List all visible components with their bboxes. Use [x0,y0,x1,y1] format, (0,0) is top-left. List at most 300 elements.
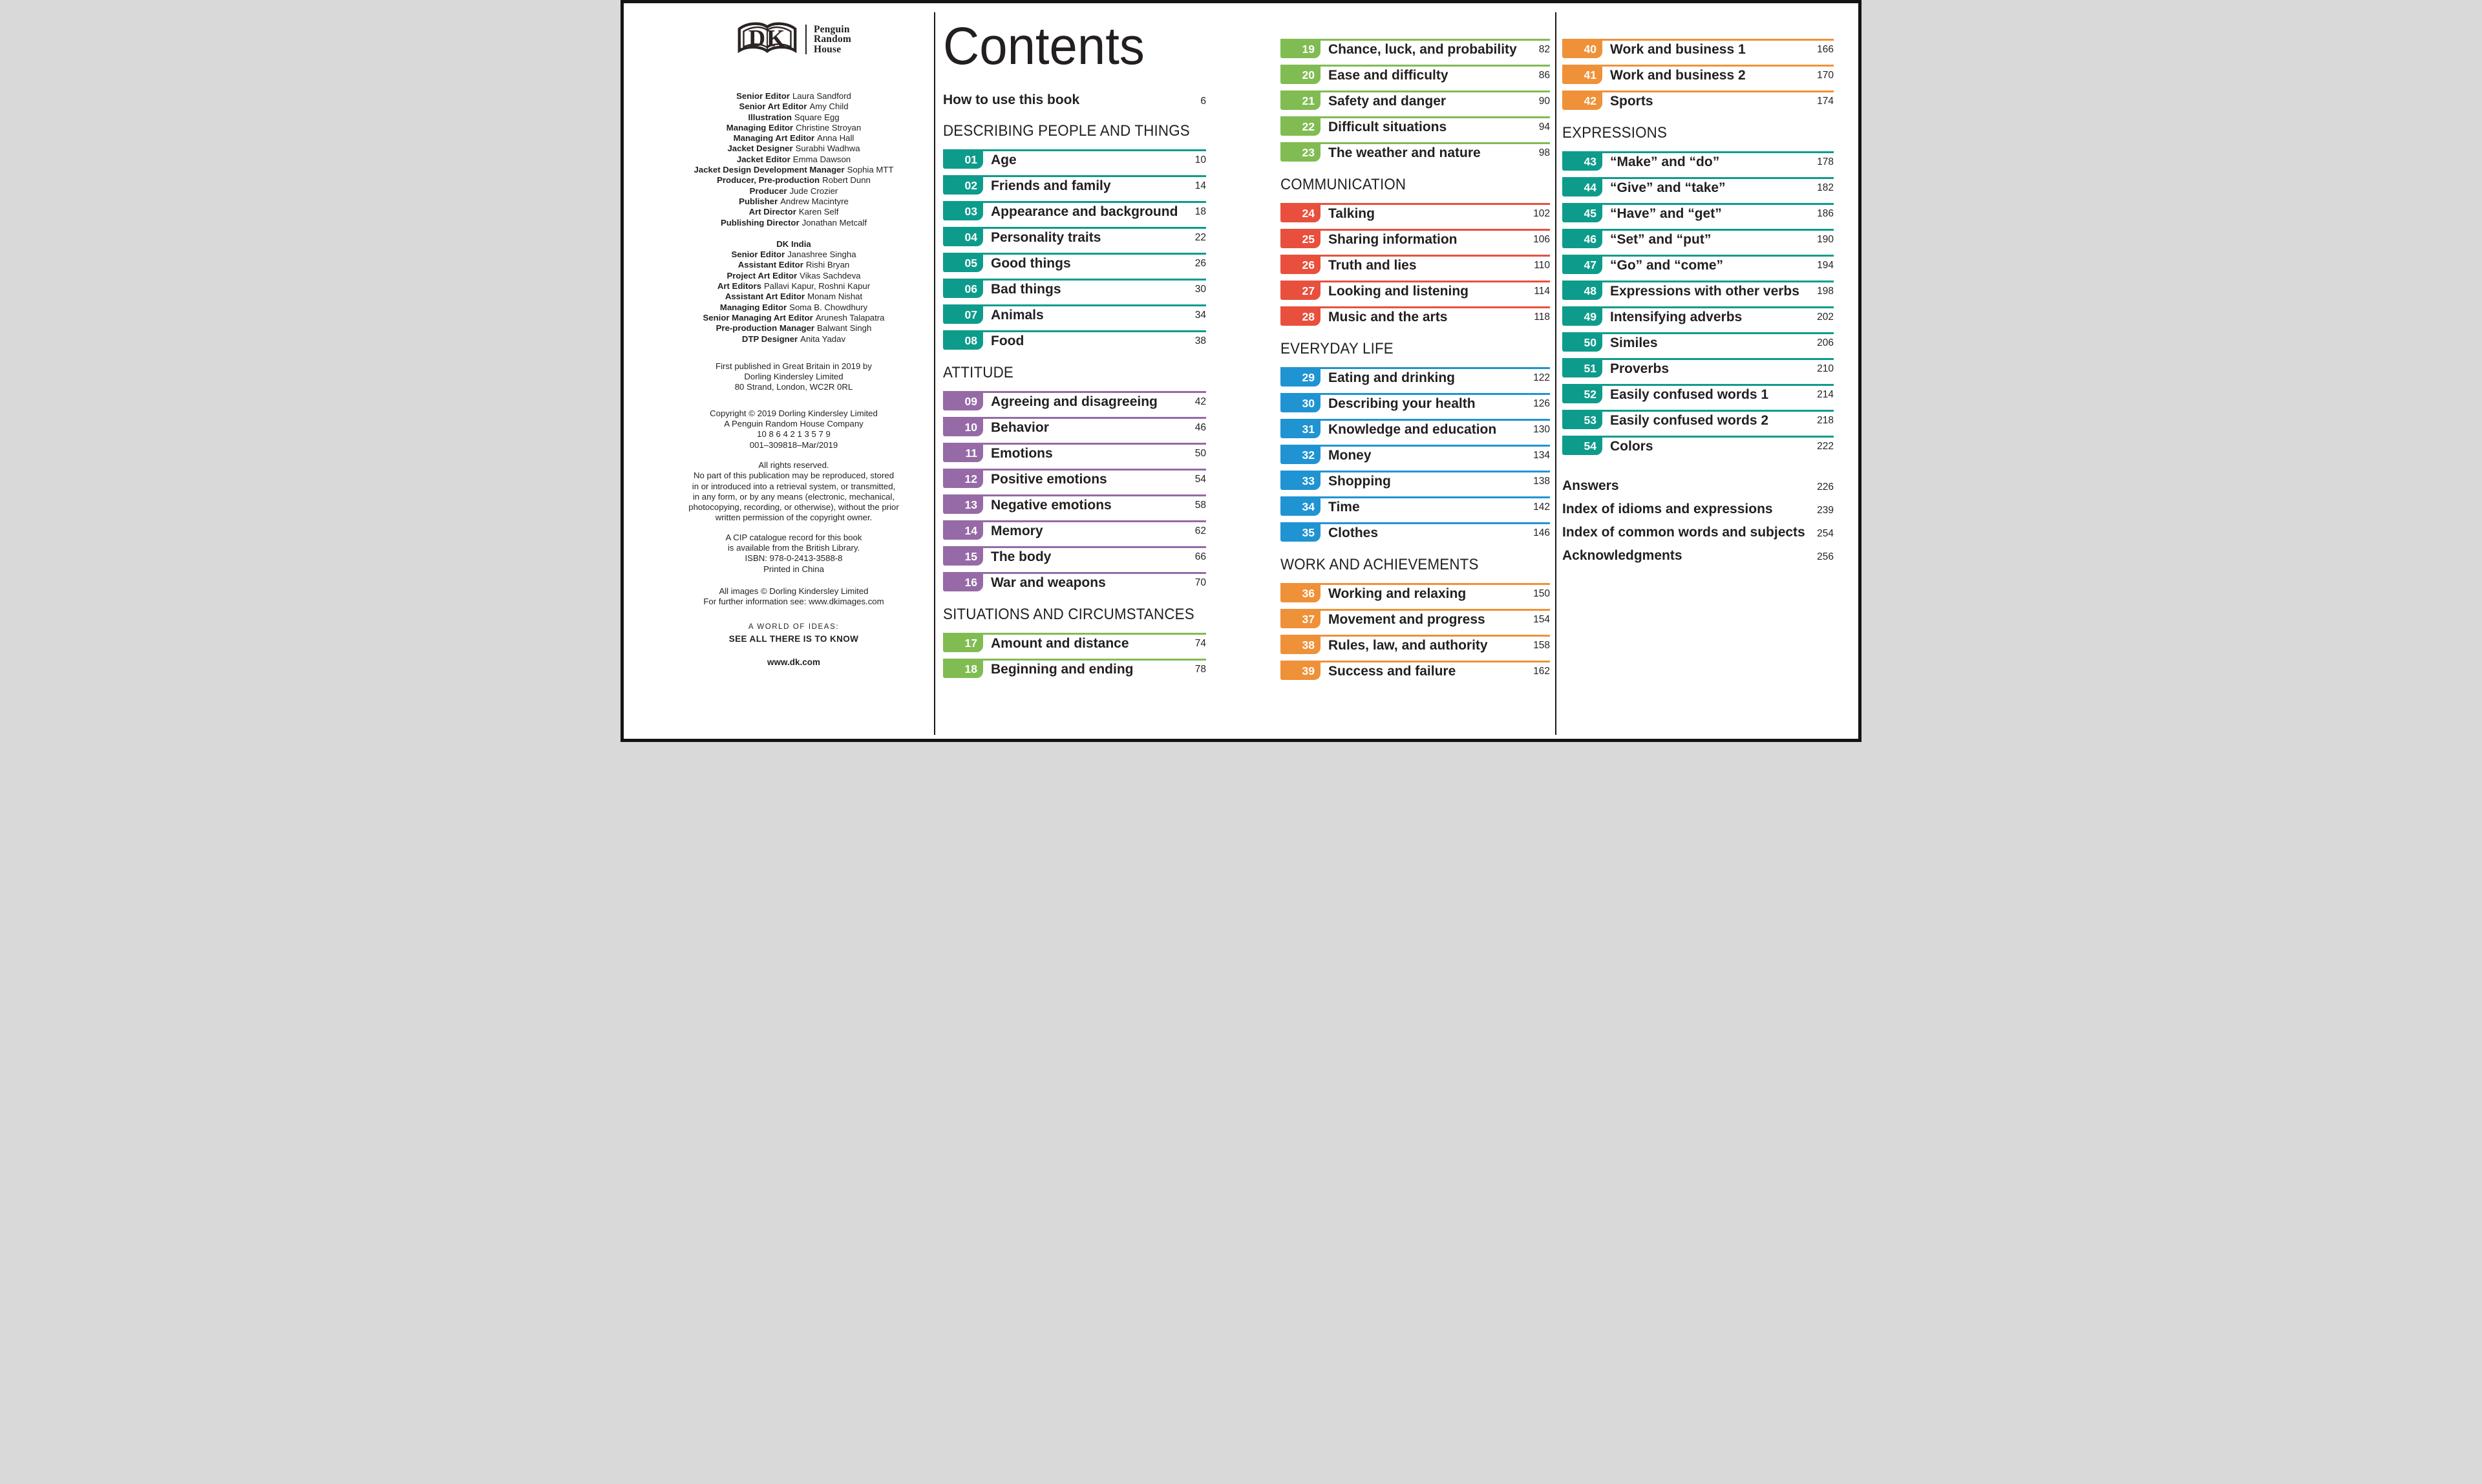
toc-item-number-badge: 45 [1562,205,1602,222]
toc-item-label: Music and the arts [1328,309,1448,324]
toc-item-page-number: 210 [1817,363,1834,374]
toc-item-number-badge: 32 [1280,447,1321,464]
toc-item-page-number: 54 [1194,473,1206,485]
end-matter-page-number: 256 [1817,551,1834,562]
toc-item-number-badge: 29 [1280,369,1321,387]
imprint-text-line: 001–309818–Mar/2019 [749,440,838,450]
credit-role-label: Art Editors [717,281,761,292]
credits-india-heading: DK India [776,238,811,249]
toc-item-row [1280,282,1550,300]
toc-entry-label: How to use this book [943,92,1080,107]
toc-item-label: Working and relaxing [1328,586,1467,601]
toc-item-label: Sports [1610,93,1653,109]
toc-item-page-number: 182 [1817,182,1834,193]
toc-item-row [943,548,1206,566]
toc-item-label: Agreeing and disagreeing [991,394,1158,409]
toc-item-label: Truth and lies [1328,257,1417,273]
toc-item-page-number: 106 [1533,233,1550,245]
toc-item-row [1562,412,1834,429]
dk-open-book-icon [736,20,798,59]
toc-item-row [1280,662,1550,680]
toc-item-label: Ease and difficulty [1328,67,1448,83]
imprint-name [814,25,851,55]
credit-role-label: Senior Art Editor [739,101,807,112]
toc-item-number-badge: 49 [1562,308,1602,326]
credit-line: Senior Editor Janashree Singha [731,249,856,260]
toc-item-label: Colors [1610,438,1653,454]
toc-item-label: “Make” and “do” [1610,154,1720,169]
toc-item-label: Appearance and background [991,204,1178,219]
toc-item-number-badge: 21 [1280,92,1321,110]
toc-item [1562,436,1834,455]
end-matter-list [1562,478,1834,564]
toc-item-page-number: 134 [1533,449,1550,461]
toc-item-row [1280,585,1550,602]
toc-item [943,417,1206,436]
contents-column-2 [1280,3,1550,686]
toc-item [1280,661,1550,680]
toc-item-number-badge: 31 [1280,421,1321,438]
toc-item [1562,410,1834,429]
imprint-line: House [813,43,842,55]
toc-item-row [1562,231,1834,248]
copyright-block [651,408,937,450]
credit-line: Producer, Pre-production Robert Dunn [717,175,871,186]
toc-item-page-number: 38 [1194,335,1206,346]
toc-item-page-number: 186 [1817,207,1834,219]
toc-item [943,279,1206,298]
toc-item-label: Clothes [1328,525,1379,540]
toc-item-row [1280,308,1550,326]
toc-item-label: Behavior [991,419,1049,435]
toc-item-page-number: 206 [1817,337,1834,348]
toc-item-row [1562,282,1834,300]
toc-item-row [943,471,1206,488]
toc-item-label: Positive emotions [991,471,1107,487]
imprint-text-line: All images © Dorling Kindersley Limited [719,586,869,596]
credit-role-label: Managing Editor [719,302,787,312]
imprint-text-line: Printed in China [763,564,824,574]
toc-item-page-number: 18 [1194,206,1206,217]
toc-item [943,659,1206,678]
toc-item-number-badge: 50 [1562,334,1602,352]
toc-item-number-badge: 40 [1562,41,1602,58]
toc-item [1280,367,1550,387]
toc-item-row [1562,205,1834,222]
toc-item [1280,471,1550,490]
toc-item [1562,255,1834,274]
toc-item-number-badge: 07 [943,306,983,324]
toc-item-label: Memory [991,523,1043,538]
toc-item-number-badge: 48 [1562,282,1602,300]
column-divider [934,12,935,735]
toc-item-label: The weather and nature [1328,145,1481,160]
toc-item-row [943,661,1206,678]
toc-item-number-badge: 15 [943,548,983,566]
toc-item-number-badge: 06 [943,281,983,298]
toc-item-label: The body [991,549,1052,564]
toc-item-row [1280,472,1550,490]
toc-item-label: Describing your health [1328,396,1476,411]
imprint-text-line: All rights reserved. [758,460,829,470]
toc-item-label: Time [1328,499,1360,514]
toc-item-number-badge: 19 [1280,41,1321,58]
credit-line: Illustration Square Egg [748,112,840,122]
toc-item [1280,90,1550,110]
end-matter-row [1562,548,1834,564]
toc-item [1280,116,1550,136]
toc-item-page-number: 122 [1533,372,1550,383]
end-matter-label: Index of common words and subjects [1562,525,1805,540]
credit-line: Art Editors Pallavi Kapur, Roshni Kapur [717,281,871,292]
toc-item-label: “Set” and “put” [1610,231,1712,247]
toc-item [1280,142,1550,162]
toc-item-number-badge: 17 [943,635,983,652]
imprint-text-line: First published in Great Britain in 2019 by [716,361,872,371]
toc-item-number-badge: 35 [1280,524,1321,542]
end-matter-label: Acknowledgments [1562,548,1682,563]
imprint-text-line: 10 8 6 4 2 1 3 5 7 9 [757,429,831,440]
toc-item-number-badge: 28 [1280,308,1321,326]
section-header: DESCRIBING PEOPLE AND THINGS [943,122,1190,140]
toc-item-page-number: 198 [1817,285,1834,297]
toc-item [943,304,1206,324]
toc-item-number-badge: 39 [1280,662,1321,680]
toc-item-row [943,255,1206,272]
imprint-line: Penguin [813,23,850,35]
credits-column [651,3,937,667]
toc-item [1280,255,1550,274]
toc-item-number-badge: 30 [1280,395,1321,412]
toc-item [943,391,1206,410]
credit-role-label: Jacket Designer [727,143,793,154]
toc-item [1562,306,1834,326]
toc-item [1562,332,1834,352]
toc-item [943,494,1206,514]
end-matter-row [1562,525,1834,540]
toc-item-number-badge: 14 [943,522,983,540]
toc-item-row [1280,67,1550,84]
imprint-text-line: A CIP catalogue record for this book [725,532,862,542]
imprint-text-line: is available from the British Library. [727,542,860,553]
toc-item-number-badge: 25 [1280,231,1321,248]
credit-line: Assistant Art Editor Monam Nishat [725,292,863,302]
toc-item-label: Amount and distance [991,635,1129,651]
toc-item [1280,39,1550,58]
toc-item-row [943,522,1206,540]
toc-item-row [1280,447,1550,464]
contents-page [620,0,1862,742]
toc-item-label: Easily confused words 1 [1610,387,1769,402]
credit-role-label: Managing Art Editor [733,133,815,143]
toc-item [1280,229,1550,248]
toc-item-label: “Give” and “take” [1610,180,1726,195]
credit-line: Managing Editor Soma B. Chowdhury [719,302,868,312]
toc-item-page-number: 218 [1817,414,1834,426]
toc-item-label: Money [1328,447,1372,463]
credit-role-label: Producer [749,186,787,196]
toc-item [943,572,1206,591]
toc-item-page-number: 98 [1538,147,1550,158]
toc-item-label: Eating and drinking [1328,370,1456,385]
toc-item [943,201,1206,220]
toc-item-label: “Have” and “get” [1610,206,1722,221]
toc-item-page-number: 102 [1533,207,1550,219]
toc-item-row [943,393,1206,410]
toc-item-number-badge: 11 [943,445,983,462]
toc-item-page-number: 46 [1194,421,1206,433]
toc-item-page-number: 202 [1817,311,1834,323]
website-url: www.dk.com [767,657,820,668]
credit-line: Art Director Karen Self [748,207,839,217]
credit-role-label: Pre-production Manager [716,323,815,334]
toc-item-page-number: 174 [1817,95,1834,107]
toc-item-number-badge: 26 [1280,257,1321,274]
toc-item-page-number: 170 [1817,69,1834,81]
toc-item-page-number: 114 [1534,285,1550,297]
toc-entry-how-to-use [943,92,1206,108]
cip-isbn-block [651,533,937,575]
toc-item-number-badge: 43 [1562,153,1602,171]
section-header: EVERYDAY LIFE [1280,340,1394,357]
dk-logo-text: DK [748,25,787,52]
toc-item-number-badge: 53 [1562,412,1602,429]
credit-role-label: DTP Designer [741,334,798,344]
toc-item [1280,609,1550,628]
toc-item-page-number: 90 [1538,95,1550,107]
credit-role-label: Senior Editor [731,249,785,260]
toc-item-number-badge: 42 [1562,92,1602,110]
toc-item-label: Talking [1328,206,1375,221]
toc-item-page-number: 150 [1533,588,1550,599]
end-matter-page-number: 239 [1817,505,1834,516]
toc-item-row [943,229,1206,246]
credits-india-list [651,239,937,344]
toc-item-number-badge: 33 [1280,472,1321,490]
toc-item-label: Bad things [991,281,1061,297]
credit-line: Publisher Andrew Macintyre [739,196,849,206]
imprint-text-line: in or introduced into a retrieval system, or transmitted, [692,481,896,491]
toc-item-row [943,419,1206,436]
toc-item-page-number: 10 [1194,154,1206,165]
toc-item [1562,281,1834,300]
credit-line: DTP Designer Anita Yadav [741,334,846,344]
toc-item-page-number: 26 [1194,257,1206,269]
toc-item-row [1562,41,1834,58]
toc-item-page-number: 74 [1194,637,1206,649]
toc-item-number-badge: 54 [1562,438,1602,455]
toc-item-row [943,151,1206,169]
toc-item-row [1562,179,1834,196]
imprint-text-line: No part of this publication may be reproduced, stored [693,471,895,481]
toc-item [1280,635,1550,654]
toc-item-row [1280,231,1550,248]
toc-item-page-number: 118 [1534,311,1550,323]
toc-item-number-badge: 52 [1562,386,1602,403]
credit-line: Producer Jude Crozier [749,186,838,196]
toc-item-page-number: 50 [1194,447,1206,459]
toc-item-page-number: 138 [1533,475,1550,487]
column-divider [1555,12,1556,735]
toc-item-row [1562,153,1834,171]
toc-item-number-badge: 10 [943,419,983,436]
toc-item-page-number: 34 [1194,309,1206,321]
toc-item [943,546,1206,566]
toc-item-label: Shopping [1328,473,1391,489]
toc-item-number-badge: 13 [943,496,983,514]
tagline-small: A WORLD OF IDEAS: [748,623,840,631]
toc-item-row [1562,334,1834,352]
toc-item-number-badge: 24 [1280,205,1321,222]
toc-item-row [1562,386,1834,403]
toc-item-page-number: 78 [1194,663,1206,675]
toc-item-label: Similes [1610,335,1658,350]
toc-item [943,330,1206,350]
credit-role-label: Assistant Editor [737,260,803,270]
credit-line: Publishing Director Jonathan Metcalf [720,217,867,228]
toc-item-number-badge: 47 [1562,257,1602,274]
toc-item-number-badge: 23 [1280,144,1321,162]
toc-item-page-number: 94 [1538,121,1550,132]
section-header: COMMUNICATION [1280,176,1406,193]
section-header: EXPRESSIONS [1562,124,1668,142]
toc-item [943,149,1206,169]
toc-item-page-number: 190 [1817,233,1834,245]
imprint-text-line: Dorling Kindersley Limited [744,372,843,382]
toc-item-number-badge: 12 [943,471,983,488]
toc-item-row [1280,144,1550,162]
toc-item-page-number: 110 [1534,259,1550,271]
toc-item-page-number: 142 [1533,501,1550,513]
toc-item-number-badge: 34 [1280,498,1321,516]
toc-item-row [1280,637,1550,654]
toc-item-page-number: 58 [1194,499,1206,511]
toc-item-row [1562,92,1834,110]
credit-role-label: Illustration [748,112,792,122]
toc-item-label: Emotions [991,445,1053,461]
toc-item-label: Friends and family [991,178,1111,193]
toc-item-number-badge: 09 [943,393,983,410]
toc-item [1562,90,1834,110]
credit-role-label: Jacket Editor [736,154,790,164]
toc-item-page-number: 194 [1817,259,1834,271]
page-title: Contents [943,17,1145,76]
toc-item [1562,384,1834,403]
toc-item [1280,281,1550,300]
toc-item-row [943,445,1206,462]
toc-item-number-badge: 41 [1562,67,1602,84]
toc-item-label: Negative emotions [991,497,1112,513]
credit-line: Jacket Design Development Manager Sophia MTT [694,165,894,175]
toc-item-label: Movement and progress [1328,611,1485,627]
toc-item-label: Expressions with other verbs [1610,283,1799,299]
credit-line: Jacket Designer Surabhi Wadhwa [727,143,860,154]
toc-item-page-number: 126 [1533,398,1550,409]
toc-item-row [943,496,1206,514]
credit-line: Managing Editor Christine Stroyan [726,122,862,132]
credit-role-label: Jacket Design Development Manager [694,165,845,175]
end-matter-label: Index of idioms and expressions [1562,502,1773,516]
toc-item-label: Looking and listening [1328,283,1469,299]
toc-item-label: Beginning and ending [991,661,1134,677]
toc-item-label: Work and business 2 [1610,67,1746,83]
credit-line: Assistant Editor Rishi Bryan [737,260,850,270]
credit-line: Managing Art Editor Anna Hall [733,133,854,143]
toc-item-number-badge: 04 [943,229,983,246]
toc-item-row [1280,257,1550,274]
toc-item-page-number: 146 [1533,527,1550,538]
end-matter-page-number: 254 [1817,528,1834,539]
imprint-text-line: 80 Strand, London, WC2R 0RL [734,382,853,392]
toc-item-number-badge: 22 [1280,118,1321,136]
credit-role-label: Publisher [739,196,778,206]
toc-item-page-number: 30 [1194,283,1206,295]
credit-line: Senior Editor Laura Sandford [736,91,851,101]
toc-item-row [1280,369,1550,387]
credit-role-label: Senior Managing Art Editor [703,312,813,323]
imprint-text-line: Copyright © 2019 Dorling Kindersley Limited [710,408,878,418]
toc-item-number-badge: 27 [1280,282,1321,300]
toc-item-label: Easily confused words 2 [1610,412,1769,428]
toc-item-page-number: 222 [1817,440,1834,452]
toc-item [943,520,1206,540]
toc-item-number-badge: 05 [943,255,983,272]
contents-column-3 [1562,3,1834,571]
credit-line: Project Art Editor Vikas Sachdeva [727,270,861,281]
tagline-bold: SEE ALL THERE IS TO KNOW [728,634,859,644]
toc-item-row [943,332,1206,350]
imprint-line: Random [813,34,852,45]
toc-item [1280,445,1550,464]
toc-item-number-badge: 46 [1562,231,1602,248]
section-header: ATTITUDE [943,364,1013,381]
toc-item-label: Animals [991,307,1044,323]
toc-item-number-badge: 44 [1562,179,1602,196]
toc-item-row [1562,360,1834,377]
end-matter-label: Answers [1562,478,1619,493]
toc-item-page-number: 130 [1533,423,1550,435]
credit-role-label: Art Director [748,207,796,217]
toc-item-page-number: 62 [1194,525,1206,536]
toc-item-row [1280,205,1550,222]
toc-item-number-badge: 08 [943,332,983,350]
toc-item-label: Sharing information [1328,231,1458,247]
credit-line: Senior Managing Art Editor Arunesh Talapatra [703,312,885,323]
toc-item [1280,393,1550,412]
toc-item-label: “Go” and “come” [1610,257,1724,273]
toc-item [1280,583,1550,602]
toc-item-page-number: 14 [1194,180,1206,191]
toc-item-row [1280,395,1550,412]
toc-item [943,227,1206,246]
credit-role-label: Assistant Art Editor [725,292,805,302]
toc-item [1562,358,1834,377]
end-matter-row [1562,502,1834,517]
toc-item-page-number: 166 [1817,43,1834,55]
toc-item [1280,203,1550,222]
toc-item-number-badge: 03 [943,203,983,220]
credit-role-label: Project Art Editor [727,270,798,281]
contents-column-1 [943,3,1206,684]
rights-block [651,460,937,524]
credit-line: Senior Art Editor Amy Child [739,101,849,112]
toc-item-row [943,177,1206,195]
publisher-logo [651,20,937,59]
toc-item-label: Good things [991,255,1071,271]
toc-item-row [943,306,1206,324]
toc-item [1562,39,1834,58]
toc-item-page-number: 42 [1194,396,1206,407]
